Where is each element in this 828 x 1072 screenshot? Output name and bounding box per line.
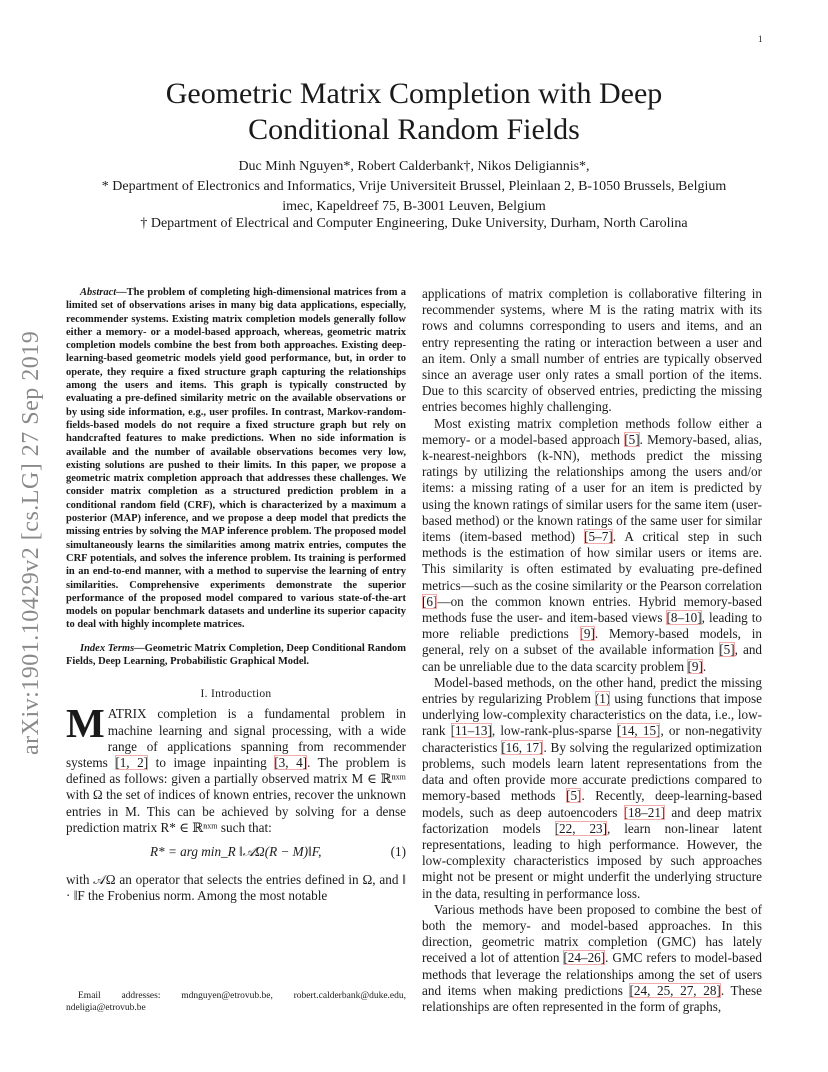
body-text: , low-rank-plus-sparse (491, 723, 617, 739)
right-paragraph-2 (422, 416, 762, 675)
body-text: . By solving the regularized optimization problems, such models learn latent representations from the data and often provide more accurate predictions compared to memory-based methods (422, 739, 762, 804)
body-text: Model-based methods, on the other hand, predict the missing entries by regularizing Problem (422, 674, 762, 707)
abstract (66, 286, 406, 632)
body-text: . Memory-based models, in general, rely on a subset of the available information (422, 626, 762, 658)
body-text: . Memory-based, alias, k-nearest-neighbors (k-NN), methods predict the missing ratings by utilizing the relationships among the users and/or items: a missing rating of a user for an item is predicted by using the known ratings of similar users for the same item (user-based method) or the known ratings of the same user for similar items (item-based method) (422, 431, 763, 545)
page-number: 1 (758, 34, 763, 44)
equation-1 (66, 842, 406, 866)
abstract-lead: Abstract (80, 287, 117, 298)
citation-link[interactable]: [24, 25, 27, 28] (629, 982, 721, 998)
citation-link[interactable]: [5] (624, 431, 640, 447)
body-text: , learn non-linear latent representations, leading to high performance. However, the low-complexity characteristics imposed by such approaches might not be present or might underfit the underlying structure in the data, resulting in performance loss. (422, 820, 762, 901)
intro-text: to image inpainting (148, 754, 275, 770)
citation-link[interactable]: [18–21] (623, 804, 666, 820)
body-text: , and can be unreliable due to the data scarcity problem (422, 642, 763, 674)
intro-text: . The problem is defined as follows: given a partially observed matrix M ∈ ℝⁿˣᵐ with Ω the set of indices of known entries, recover the unknown entries in M. This can be achieved by solving for a dense prediction matrix R* ∈ ℝⁿˣᵐ such that: (66, 754, 406, 835)
paper-title: Geometric Matrix Completion with Deep Conditional Random Fields (165, 77, 663, 146)
author-list: Duc Minh Nguyen*, Robert Calderbank†, Nikos Deligiannis*, (238, 159, 590, 174)
right-paragraph-4 (422, 902, 762, 1015)
affiliation-duke: † Department of Electrical and Computer Engineering, Duke University, Durham, North Carolina (140, 216, 688, 231)
citation-link[interactable]: [8–10] (666, 610, 702, 626)
intro-text: ATRIX completion is a fundamental problem in machine learning and signal processing, with a wide range of applications spanning from recommender systems (66, 706, 406, 770)
body-text: Various methods have been proposed to combine the best of both the memory- and model-based approaches. In this direction, geometric matrix completion (GMC) has lately received a lot of attention (422, 901, 762, 966)
affiliation-imec: imec, Kapeldreef 75, B-3001 Leuven, Belgium (282, 199, 546, 214)
body-text: Most existing matrix completion methods follow either a memory- or a model-based approach (422, 415, 762, 447)
citation-link[interactable]: [3, 4] (274, 754, 308, 770)
citation-link[interactable]: [9] (579, 626, 595, 642)
affiliation-block (40, 177, 788, 217)
equation-reference-link[interactable]: (1) (594, 691, 611, 707)
right-column (422, 286, 762, 1015)
body-text: , leading to more reliable predictions (422, 610, 763, 642)
index-terms-text: —Geometric Matrix Completion, Deep Conditional Random Fields, Deep Learning, Probabilistic Graphical Model. (66, 642, 406, 668)
left-column (66, 286, 406, 904)
right-paragraph-3 (422, 675, 762, 902)
index-terms-lead: Index Terms (80, 642, 135, 654)
body-text: . GMC refers to model-based methods that leverage the relationships among the set of users and items when making predictions (422, 950, 763, 998)
citation-link[interactable]: [6] (422, 593, 438, 609)
right-paragraph-1: applications of matrix completion is collaborative filtering in recommender systems, where M is the rating matrix with its rows and columns corresponding to users and items, and an entry representing the rating or interaction between a user and an item. Only a small number of entries are typically observed since an average user only rates a small portion of the items. Due to this scarcity of observed entries, predicting the missing entries becomes highly challenging. (422, 286, 762, 415)
body-text: and deep matrix factorization models (422, 804, 763, 836)
abstract-text: —The problem of completing high-dimensional matrices from a limited set of observations arises in many big data applications, especially, recommender systems. Existing matrix completion models generally follow either a memory- or a model-based approach, whereas, geometric matrix completion models combine the best from both approaches. Existing deep-learning-based geometric models yield good performance, but, in order to operate, they require a fixed structure graph capturing the relationships among the users and items. This graph is typically constructed by evaluating a pre-defined similarity metric on the available observations or by using side information, e.g., user profiles. In contrast, Markov-random-fields-based models do not require a fixed structure graph but rely on handcrafted features to make predictions. When no side information is available and the number of available observations becomes very low, existing solutions are pushed to their limits. In this paper, we propose a geometric matrix completion approach that addresses these challenges. We consider matrix completion as a structured prediction problem in a conditional random field (CRF), which is characterized by a maximum a posterior (MAP) inference, and we propose a deep model that predicts the missing entries by solving the MAP inference problem. The proposed model simultaneously learns the similarities among matrix entries, computes the CRF potentials, and solves the inference problem. Its training is performed in an end-to-end manner, with a method to supervise the learning of entry similarities. Comprehensive experiments demonstrate the superior performance of the proposed model compared to various state-of-the-art models on popular benchmark datasets and underline its superior capacity to deal with highly incomplete matrices. (66, 287, 406, 631)
section-heading-introduction: I. Introduction (200, 688, 272, 701)
body-text: . These relationships are often represented in the form of graphs, (422, 982, 762, 1014)
citation-link[interactable]: [14, 15] (616, 723, 661, 739)
citation-link[interactable]: [22, 23] (554, 820, 608, 836)
intro-paragraph-2: with 𝒜Ω an operator that selects the entries defined in Ω, and ‖ · ‖F the Frobenius norm. Among the most notable (66, 871, 406, 904)
citation-link[interactable]: [24–26] (563, 950, 606, 966)
citation-link[interactable]: [16, 17] (501, 739, 544, 755)
drop-cap: M (66, 700, 105, 747)
body-text: . A critical step in such methods is the estimation of how similar users or items are. This similarity is often estimated by evaluating pre-defined metrics—such as the cosine similarity or the Pearson correlation (422, 529, 762, 593)
index-terms (66, 642, 406, 669)
body-text: using functions that impose underlying low-complexity characteristics on the data, i.e., low-rank (422, 691, 762, 739)
body-text: . Recently, deep-learning-based models, such as deep autoencoders (422, 788, 762, 820)
body-text: . (702, 658, 707, 674)
equation-number: (1) (390, 843, 406, 859)
citation-link[interactable]: [5–7] (584, 529, 613, 545)
citation-link[interactable]: [11–13] (450, 723, 492, 739)
citation-link[interactable]: [5] (719, 642, 735, 658)
footnote-emails: Email addresses: mdnguyen@etrovub.be, robert.calderbank@duke.edu, ndeligia@etrovub.be (66, 991, 406, 1013)
citation-link[interactable]: [1, 2] (115, 754, 149, 770)
intro-paragraph-1 (66, 700, 406, 836)
affiliation-vub: * Department of Electronics and Informatics, Vrije Universiteit Brussel, Pleinlaan 2, B-1050 Brussels, Belgium (101, 179, 727, 194)
equation-body: R* = arg min_R ‖𝒜Ω(R − M)‖F, (150, 843, 322, 859)
citation-link[interactable]: [5] (566, 788, 582, 804)
body-text: , or non-negativity characteristics (422, 723, 762, 755)
arxiv-stamp: arXiv:1901.10429v2 [cs.LG] 27 Sep 2019 (18, 330, 44, 755)
citation-link[interactable]: [9] (687, 658, 703, 674)
body-text: —on the common known entries. Hybrid memory-based methods fuse the user- and item-based views (422, 593, 762, 626)
